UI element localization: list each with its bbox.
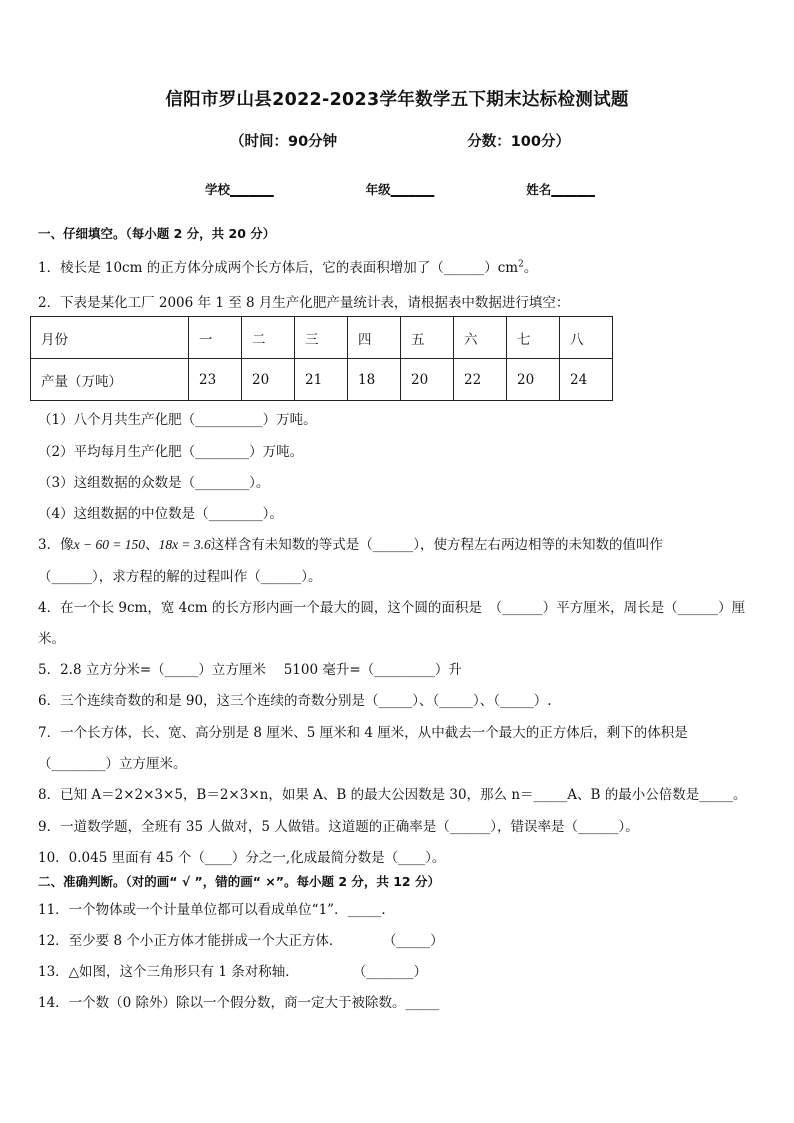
question-2-2: （2）平均每月生产化肥（________）万吨。 bbox=[38, 444, 304, 460]
question-4: 4．在一个长 9cm，宽 4cm 的长方形内画一个最大的圆，这个圆的面积是 （______）平方厘米，周长是（______）厘 bbox=[38, 600, 746, 616]
question-10: 10．0.045 里面有 45 个（____）分之一,化成最简分数是（____）。 bbox=[38, 850, 446, 866]
section-2-heading: 二、准确判断。（对的画“ √ ”，错的画“ ×”。每小题 2 分，共 12 分） bbox=[38, 874, 440, 889]
question-1: 1．棱长是 10cm 的正方体分成两个长方体后，它的表面积增加了$(\_\_\_\_\_\_)cm^2$。 bbox=[38, 259, 538, 276]
table-cell: 20 bbox=[507, 359, 560, 401]
question-3: 3．像x − 60 = 150、18x = 3.6这样含有未知数的等式是（______），使方程左右两边相等的未知数的值叫作 bbox=[38, 537, 664, 553]
name-field: 姓名_______ bbox=[526, 182, 595, 197]
production-table bbox=[30, 316, 613, 401]
table-row bbox=[31, 359, 613, 401]
question-9: 9．一道数学题，全班有 35 人做对，5 人做错。这道题的正确率是（______），错误率是（______）。 bbox=[38, 819, 639, 835]
table-cell: 三 bbox=[295, 317, 348, 359]
exam-meta bbox=[230, 130, 570, 151]
table-cell: 二 bbox=[242, 317, 295, 359]
question-13: 13．△如图，这个三角形只有 1 条对称轴． （_______） bbox=[38, 964, 427, 980]
question-7: 7．一个长方体，长、宽、高分别是 8 厘米、5 厘米和 4 厘米，从中截去一个最大的正方体后，剩下的体积是 bbox=[38, 725, 688, 741]
table-cell: 20 bbox=[401, 359, 454, 401]
section-1-heading: 一、仔细填空。（每小题 2 分，共 20 分） bbox=[38, 226, 276, 241]
table-cell: 22 bbox=[454, 359, 507, 401]
question-8: 8．已知 A＝2×2×3×5，B＝2×3×n，如果 A、B 的最大公因数是 30，那么 n＝_____A、B 的最小公倍数是_____。 bbox=[38, 787, 747, 803]
student-info bbox=[205, 180, 595, 198]
table-cell: 24 bbox=[560, 359, 613, 401]
exam-score: 分数：100分） bbox=[467, 134, 570, 150]
question-5: 5．2.8 立方分米=（_____）立方厘米 5100 毫升=（_________）升 bbox=[38, 662, 462, 678]
question-11: 11．一个物体或一个计量单位都可以看成单位“1”．_____． bbox=[38, 902, 395, 918]
grade-field: 年级_______ bbox=[365, 182, 435, 197]
table-header-cell: 月份 bbox=[31, 317, 189, 359]
question-2-4: （4）这组数据的中位数是（________）。 bbox=[38, 506, 283, 522]
table-header-cell: 产量（万吨） bbox=[31, 359, 189, 401]
table-cell: 一 bbox=[189, 317, 242, 359]
table-cell: 七 bbox=[507, 317, 560, 359]
table-row bbox=[31, 317, 613, 359]
school-field: 学校_______ bbox=[205, 182, 274, 197]
exam-time: （时间：90分钟 bbox=[230, 134, 338, 150]
question-4-cont: 米。 bbox=[38, 631, 65, 647]
table-cell: 四 bbox=[348, 317, 401, 359]
question-12: 12．至少要 8 个小正方体才能拼成一个大正方体． （_____） bbox=[38, 933, 444, 949]
table-cell: 18 bbox=[348, 359, 401, 401]
table-cell: 六 bbox=[454, 317, 507, 359]
table-cell: 20 bbox=[242, 359, 295, 401]
table-cell: 23 bbox=[189, 359, 242, 401]
table-cell: 21 bbox=[295, 359, 348, 401]
question-14: 14．一个数（0 除外）除以一个假分数，商一定大于被除数。_____ bbox=[38, 995, 440, 1011]
question-2-1: （1）八个月共生产化肥（__________）万吨。 bbox=[38, 412, 317, 428]
question-6: 6．三个连续奇数的和是 90，这三个连续的奇数分别是（_____）、（_____）、（_____）. bbox=[38, 693, 552, 709]
table-cell: 五 bbox=[401, 317, 454, 359]
question-7-cont: （________）立方厘米。 bbox=[38, 756, 187, 772]
table-cell: 八 bbox=[560, 317, 613, 359]
question-2-3: （3）这组数据的众数是（________）。 bbox=[38, 475, 270, 491]
page-title: 信阳市罗山县2022-2023学年数学五下期末达标检测试题 bbox=[165, 90, 629, 110]
question-3-cont: （______），求方程的解的过程叫作（______）。 bbox=[38, 569, 322, 585]
question-2: 2．下表是某化工厂 2006 年 1 至 8 月生产化肥产量统计表，请根据表中数据进行填空： bbox=[38, 295, 570, 311]
